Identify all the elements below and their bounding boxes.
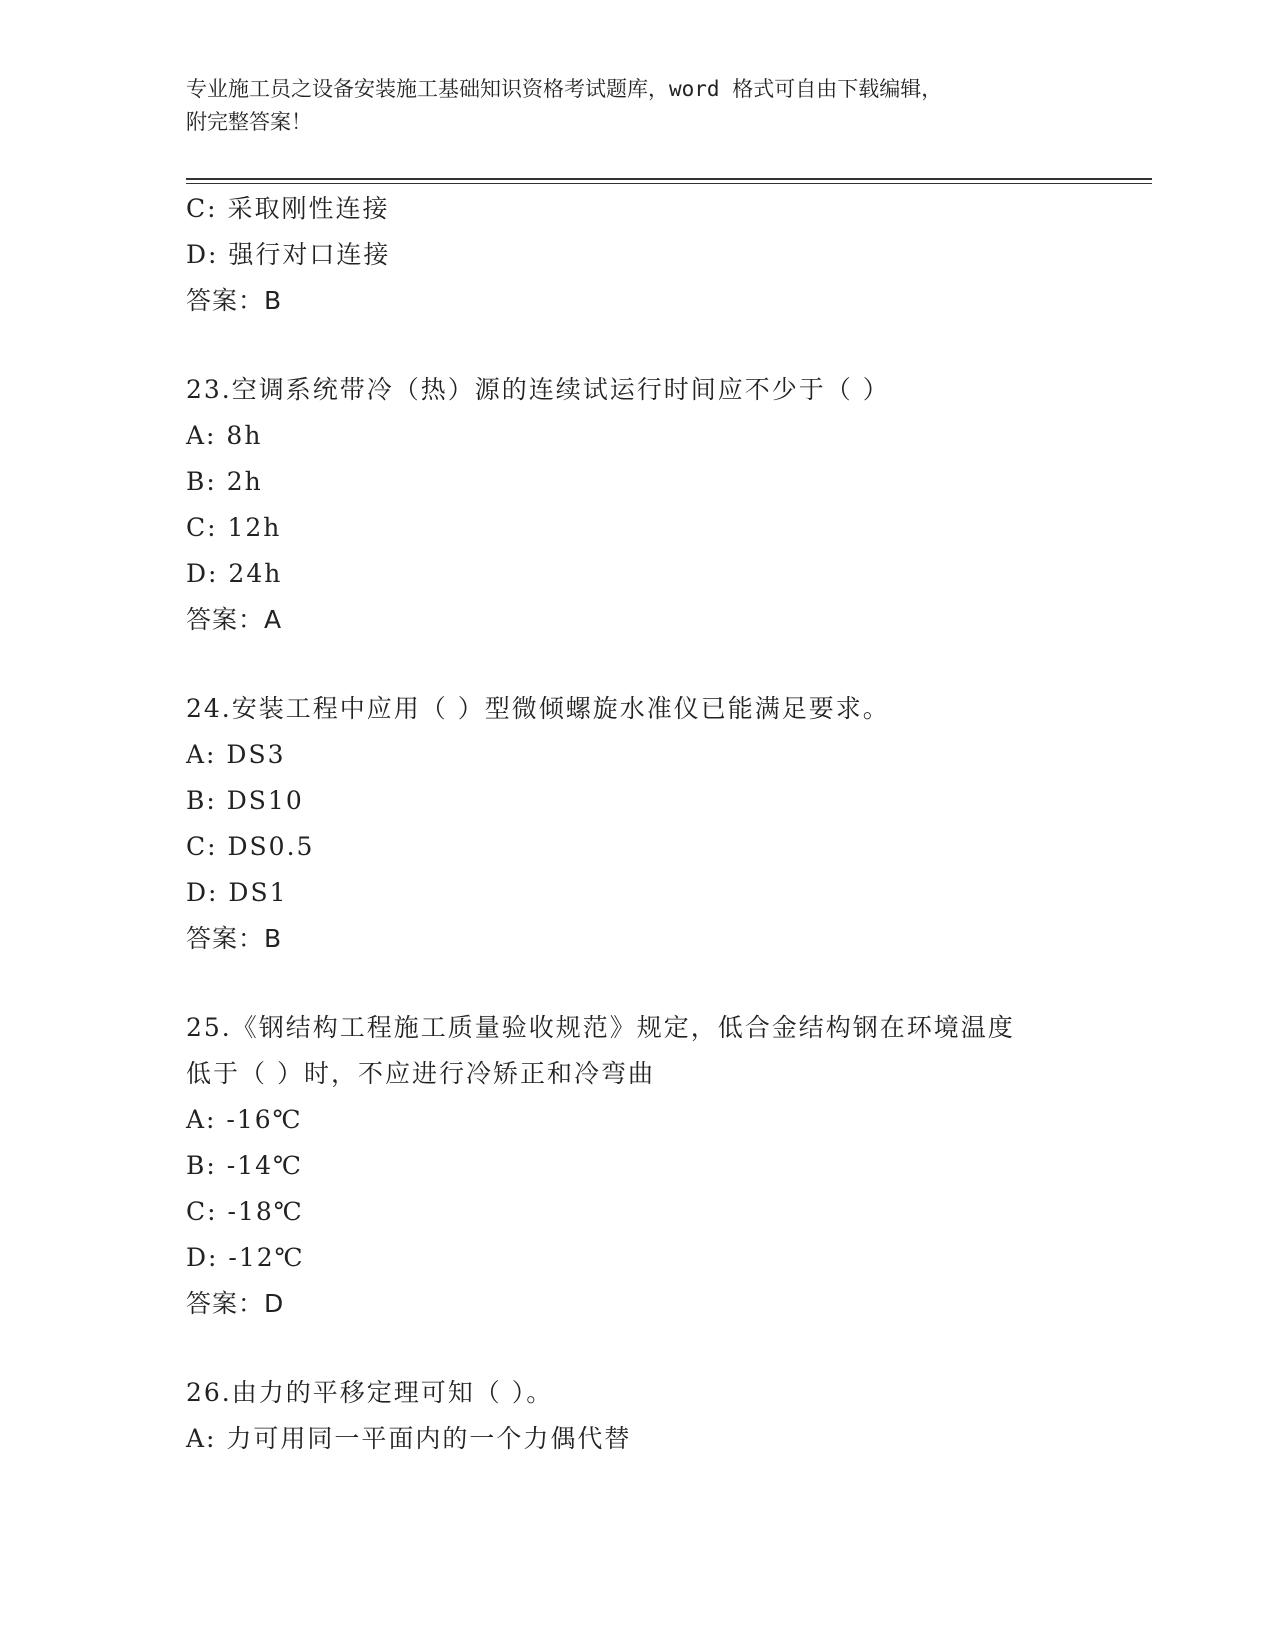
- spacer: [186, 962, 1086, 1005]
- question-text-continued: 低于（ ）时，不应进行冷矫正和冷弯曲: [186, 1059, 655, 1088]
- option-a: A: 8h: [186, 421, 263, 450]
- header-line-1: 专业施工员之设备安装施工基础知识资格考试题库，word 格式可自由下载编辑，: [186, 77, 943, 101]
- spacer: [186, 324, 1086, 367]
- spacer: [186, 1327, 1086, 1370]
- question-list: [186, 186, 1086, 1462]
- answer-line: 答案：D: [186, 1289, 285, 1318]
- option-a: A: -16℃: [186, 1105, 303, 1134]
- option-c: C: 采取刚性连接: [186, 194, 390, 223]
- question-text: 26.由力的平移定理可知（ ）。: [186, 1378, 554, 1407]
- option-b: B: DS10: [186, 786, 304, 815]
- option-d: D: 强行对口连接: [186, 240, 391, 269]
- question-26: [186, 1370, 1086, 1462]
- option-c: C: -18℃: [186, 1197, 304, 1226]
- option-c: C: 12h: [186, 513, 282, 542]
- option-b: B: 2h: [186, 467, 263, 496]
- option-d: D: 24h: [186, 559, 283, 588]
- spacer: [186, 643, 1086, 686]
- question-23: [186, 367, 1086, 643]
- option-b: B: -14℃: [186, 1151, 303, 1180]
- question-text: 23.空调系统带冷（热）源的连续试运行时间应不少于（ ）: [186, 375, 890, 404]
- answer-line: 答案：B: [186, 924, 283, 953]
- question-25: [186, 1005, 1086, 1327]
- answer-line: 答案：A: [186, 605, 283, 634]
- question-24: [186, 686, 1086, 962]
- document-header: [186, 73, 1086, 139]
- option-a: A: DS3: [186, 740, 286, 769]
- option-a: A: 力可用同一平面内的一个力偶代替: [186, 1424, 632, 1453]
- question-text: 25.《钢结构工程施工质量验收规范》规定，低合金结构钢在环境温度: [186, 1013, 1015, 1042]
- header-rule-thick: [186, 178, 1152, 180]
- question-22-continued: [186, 186, 1086, 324]
- option-d: D: DS1: [186, 878, 288, 907]
- question-text: 24.安装工程中应用（ ）型微倾螺旋水准仪已能满足要求。: [186, 694, 890, 723]
- header-rule-thin: [186, 183, 1152, 184]
- header-line-2: 附完整答案！: [186, 110, 312, 134]
- option-c: C: DS0.5: [186, 832, 315, 861]
- option-d: D: -12℃: [186, 1243, 305, 1272]
- answer-line: 答案：B: [186, 286, 283, 315]
